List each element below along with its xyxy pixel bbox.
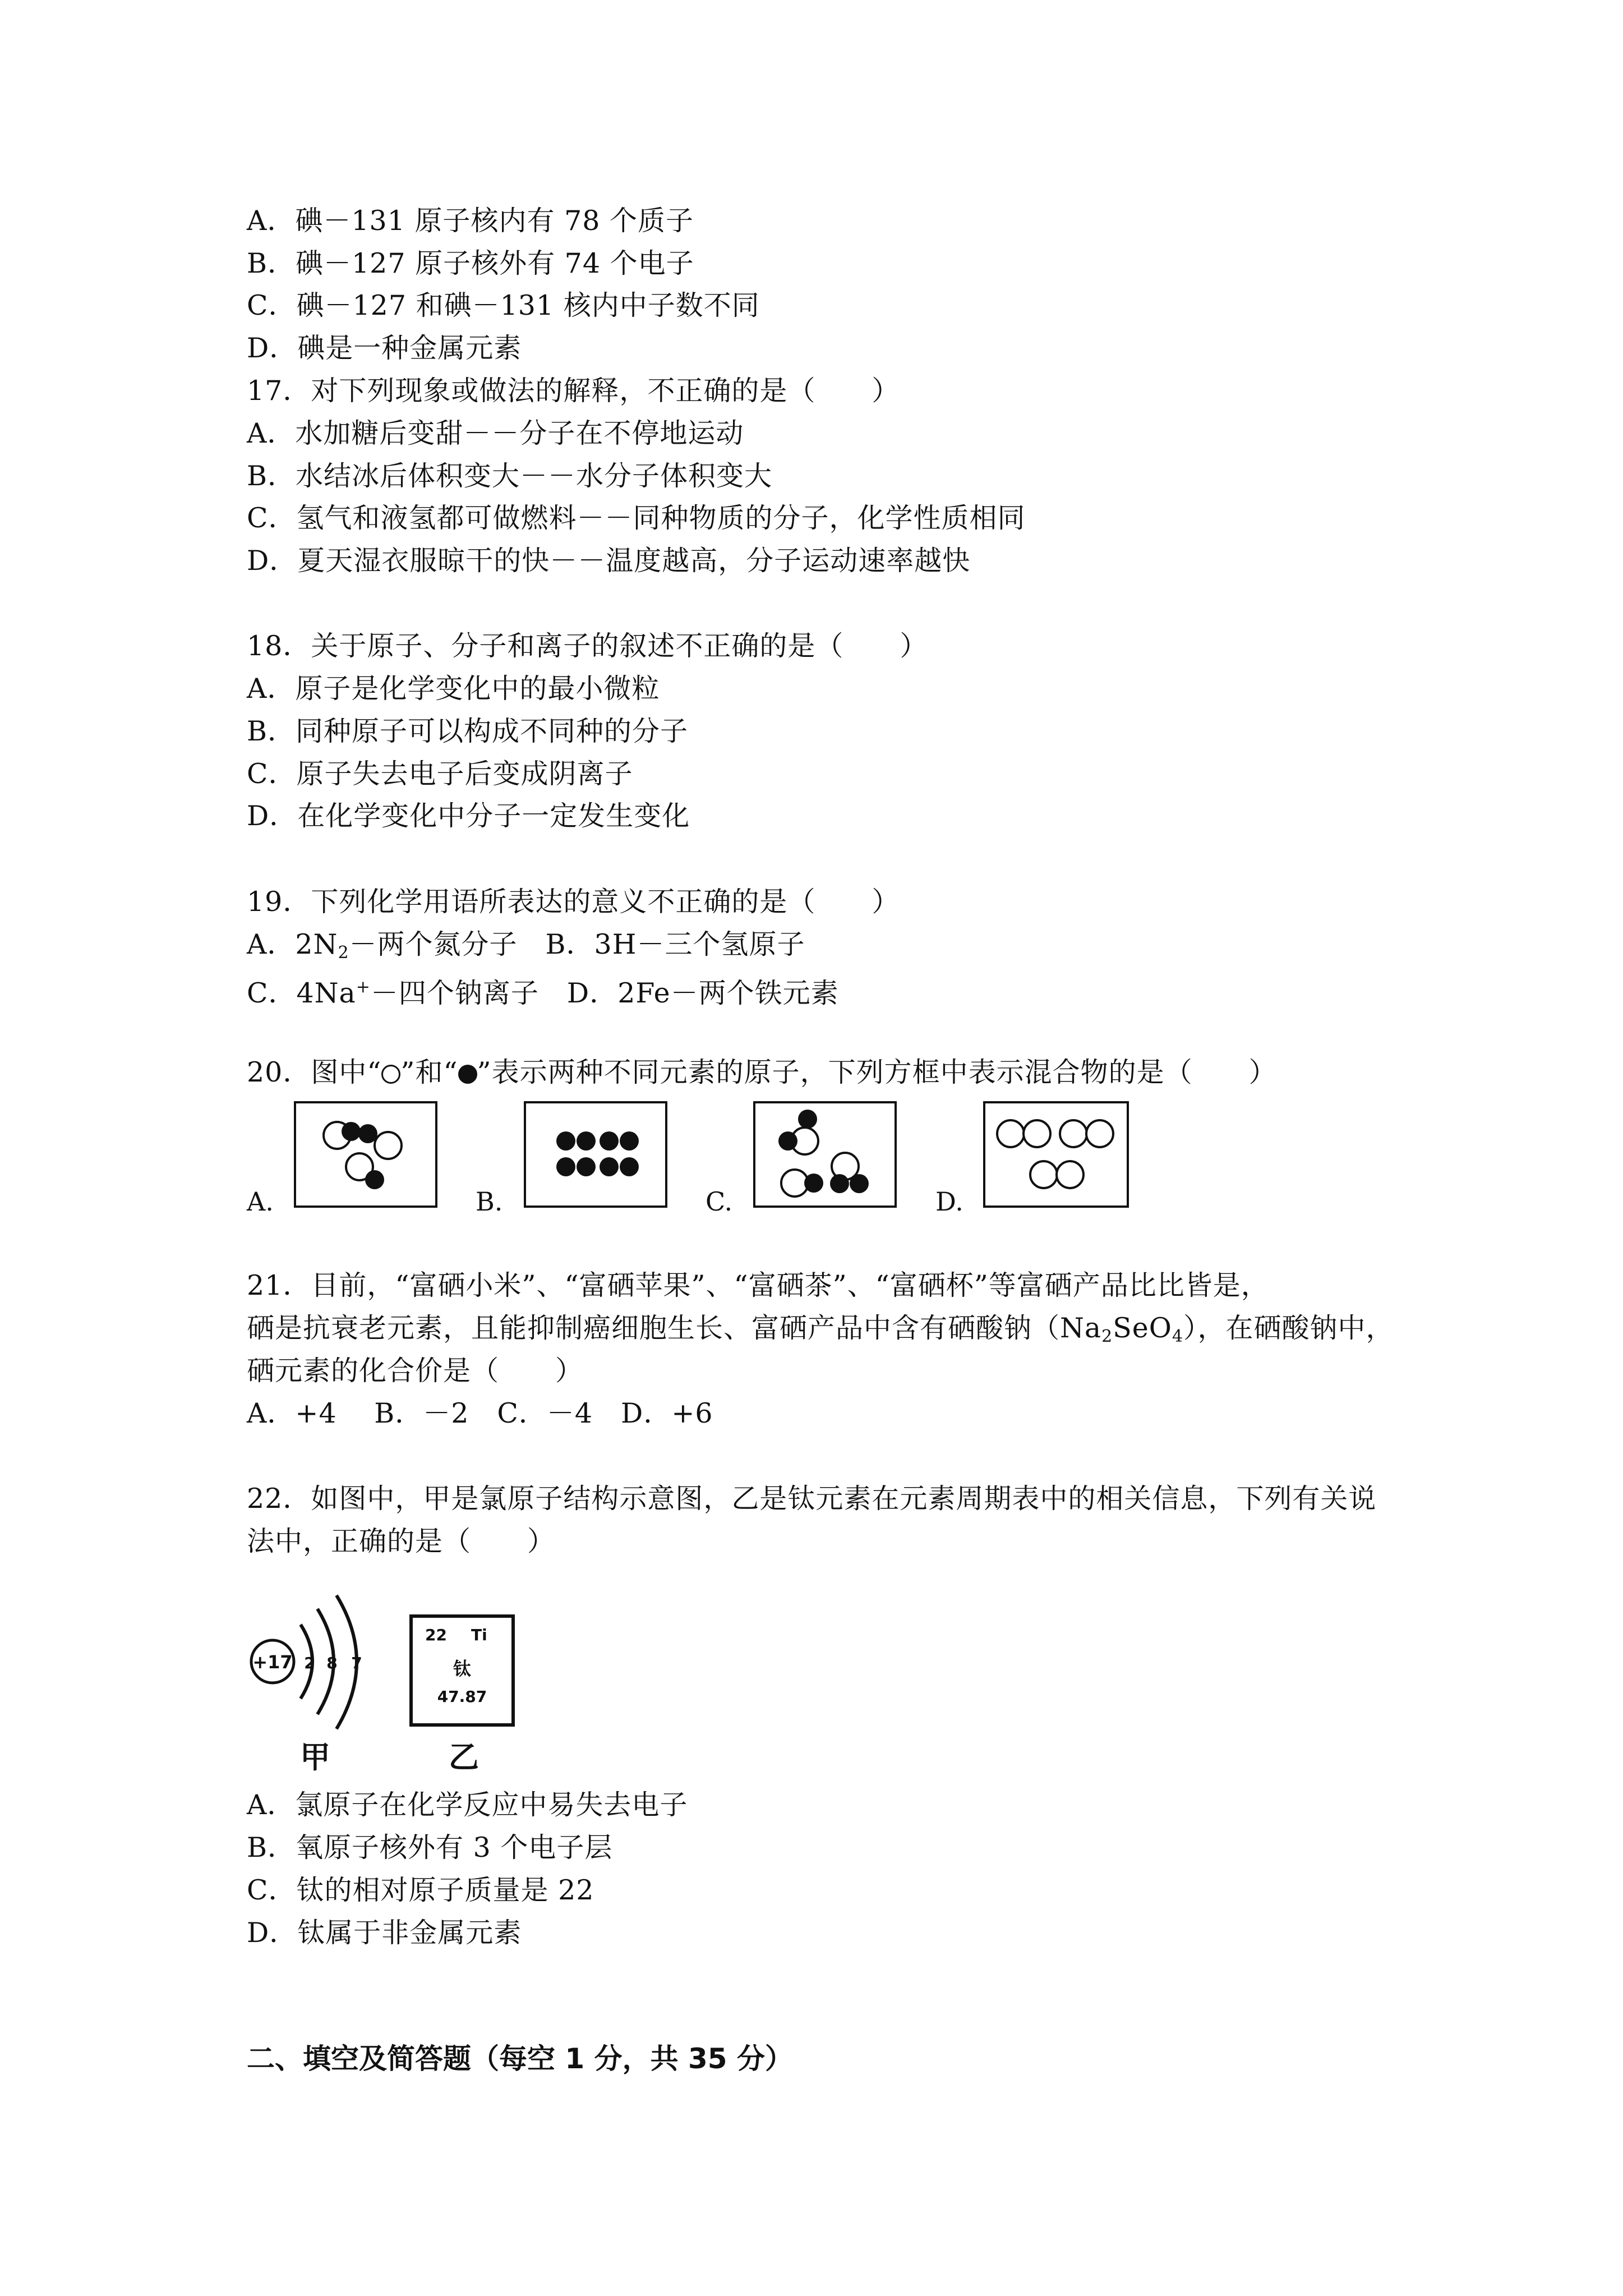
q19-a-sub: 2 <box>338 943 349 963</box>
q22-option-c: C．钛的相对原子质量是 22 <box>247 1874 594 1906</box>
q19-options-cd <box>247 969 839 1011</box>
q17-stem: 17．对下列现象或做法的解释，不正确的是（ ） <box>247 375 900 407</box>
element-name: 钛 <box>453 1658 471 1680</box>
shell-1-count: 2 <box>304 1654 315 1672</box>
titanium-element-card <box>409 1614 515 1727</box>
q22-option-b: B．氧原子核外有 3 个电子层 <box>247 1832 613 1864</box>
q17-option-c: C．氢气和液氢都可做燃料－－同种物质的分子，化学性质相同 <box>247 502 1026 534</box>
q16-option-b: B．碘－127 原子核外有 74 个电子 <box>247 247 694 279</box>
q21-options: A．+4 B．－2 C．－4 D．+6 <box>247 1397 713 1429</box>
q18-option-a: A．原子是化学变化中的最小微粒 <box>247 673 660 705</box>
q20-box-c <box>753 1101 897 1208</box>
q21-sub1: 2 <box>1101 1327 1113 1346</box>
q17-option-d: D．夏天湿衣服晾干的快－－温度越高，分子运动速率越快 <box>247 545 971 577</box>
q20-box-d <box>983 1101 1129 1208</box>
chlorine-atom-diagram <box>247 1582 381 1750</box>
q19-stem: 19．下列化学用语所表达的意义不正确的是（ ） <box>247 886 900 918</box>
q20-stem-part2: ”和“ <box>400 1056 458 1088</box>
q18-option-c: C．原子失去电子后变成阴离子 <box>247 758 633 790</box>
q16-option-a: A．碘－131 原子核内有 78 个质子 <box>247 205 694 237</box>
q21-line2-suffix: ），在硒酸钠中， <box>1183 1312 1394 1344</box>
q21-line2-mid: SeO <box>1113 1312 1172 1344</box>
q20-box-b <box>524 1101 667 1208</box>
q20-box-a <box>294 1101 437 1208</box>
q17-option-a: A．水加糖后变甜－－分子在不停地运动 <box>247 417 744 449</box>
q19-a-suffix: －两个氮分子 B．3H－三个氢原子 <box>349 928 805 960</box>
q20-stem-part3: ”表示两种不同元素的原子，下列方框中表示混合物的是（ ） <box>477 1056 1277 1088</box>
q18-stem: 18．关于原子、分子和离子的叙述不正确的是（ ） <box>247 630 928 662</box>
q19-options-ab <box>247 927 805 971</box>
q22-line2: 法中，正确的是（ ） <box>247 1525 556 1557</box>
element-atomic-number: 22 <box>425 1626 447 1644</box>
q21-sub2: 4 <box>1172 1327 1184 1346</box>
q21-line1: 21．目前，“富硒小米”、“富硒苹果”、“富硒茶”、“富硒杯”等富硒产品比比皆是， <box>247 1269 1269 1301</box>
q18-option-b: B．同种原子可以构成不同种的分子 <box>247 715 689 747</box>
q21-line2 <box>247 1310 1394 1355</box>
element-mass: 47.87 <box>437 1687 487 1706</box>
q20-label-b: B. <box>476 1186 503 1217</box>
diagram-caption-jia: 甲 <box>300 1740 330 1775</box>
black-atom-icon <box>458 1065 477 1084</box>
q19-c-sup: + <box>356 977 371 997</box>
q19-a-prefix: A．2N <box>247 928 338 960</box>
diagram-caption-yi: 乙 <box>449 1740 479 1775</box>
q20-stem <box>247 1055 1277 1091</box>
q22-option-a: A．氯原子在化学反应中易失去电子 <box>247 1789 688 1821</box>
shell-3-count: 7 <box>351 1654 362 1672</box>
q20-label-c: C. <box>706 1186 733 1217</box>
q19-c-suffix: －四个钠离子 D．2Fe－两个铁元素 <box>370 977 839 1009</box>
q22-option-d: D．钛属于非金属元素 <box>247 1917 522 1949</box>
element-symbol: Ti <box>471 1626 487 1644</box>
q21-line3: 硒元素的化合价是（ ） <box>247 1355 584 1387</box>
q19-c-prefix: C．4Na <box>247 977 356 1009</box>
q17-option-b: B．水结冰后体积变大－－水分子体积变大 <box>247 460 773 492</box>
shell-2-count: 8 <box>326 1654 338 1672</box>
white-atom-icon <box>381 1065 400 1084</box>
q20-stem-part1: 20．图中“ <box>247 1056 382 1088</box>
q22-line1: 22．如图中，甲是氯原子结构示意图，乙是钛元素在元素周期表中的相关信息，下列有关说 <box>247 1483 1377 1515</box>
q20-label-a: A. <box>247 1186 274 1217</box>
section-heading: 二、填空及简答题（每空 1 分，共 35 分） <box>247 2042 793 2075</box>
q18-option-d: D．在化学变化中分子一定发生变化 <box>247 800 690 832</box>
q16-option-c: C．碘－127 和碘－131 核内中子数不同 <box>247 289 760 321</box>
q20-label-d: D. <box>935 1186 963 1217</box>
q16-option-d: D．碘是一种金属元素 <box>247 332 522 364</box>
nucleus-charge: +17 <box>252 1651 293 1673</box>
q21-line2-prefix: 硒是抗衰老元素，且能抑制癌细胞生长、富硒产品中含有硒酸钠（Na <box>247 1312 1102 1344</box>
